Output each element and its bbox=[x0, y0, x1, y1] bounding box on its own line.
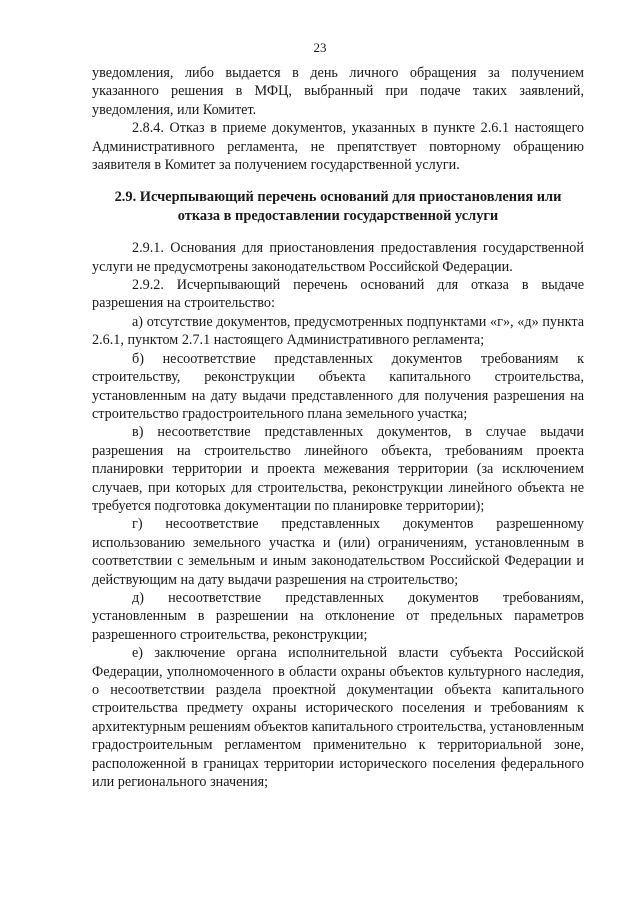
paragraph-2-8-4: 2.8.4. Отказ в приеме документов, указанных в пункте 2.6.1 настоящего Административного регламента, не препятствует повторному обращению заявителя в Комитет за получением государственной услуги. bbox=[92, 120, 584, 174]
list-item-g: г) несоответствие представленных документов разрешенному использованию земельного участка и (или) ограничениям, установленным в соответствии с земельным и иным законодательством Российской Федерации и действующим на дату выдачи разрешения на строительство; bbox=[92, 516, 584, 588]
document-body bbox=[92, 64, 584, 791]
list-item-a: а) отсутствие документов, предусмотренных подпунктами «г», «д» пункта 2.6.1, пунктом 2.7.1 настоящего Административного регламента; bbox=[92, 313, 584, 349]
paragraph-2-9-2: 2.9.2. Исчерпывающий перечень оснований для отказа в выдаче разрешения на строительство: bbox=[92, 277, 584, 312]
list-item-d: д) несоответствие представленных документов требованиям, установленным в разрешении на отклонение от предельных параметров разрешенного строительства, реконструкции; bbox=[92, 589, 584, 643]
list-item-e: е) заключение органа исполнительной власти субъекта Российской Федерации, уполномоченного в области охраны объектов культурного наследия, о несоответствии раздела проектной документации объекта капитального строительства предмету охраны исторического поселения и требованиям к архитектурным решениям объектов капитального строительства, установленным градостроительным регламентом применительно к территориальной зоне, расположенной в границах территории исторического поселения федерального или регионального значения; bbox=[92, 645, 584, 791]
paragraph-continuation: уведомления, либо выдается в день личного обращения за получением указанного решения в МФЦ, выбранный при подаче таких заявлений, уведомления, или Комитет. bbox=[92, 65, 584, 118]
list-item-v: в) несоответствие представленных документов, в случае выдачи разрешения на строительство линейного объекта, требованиям проекта планировки территории и проекта межевания территории (за исключением случаев, при которых для строительства, реконструкции линейного объекта не требуется подготовка документации по планировке территории); bbox=[92, 424, 584, 514]
page-number: 23 bbox=[313, 40, 327, 55]
section-heading-2-9: 2.9. Исчерпывающий перечень оснований для приостановления или отказа в предоставлении государственной услуги bbox=[114, 189, 562, 224]
paragraph-2-9-1: 2.9.1. Основания для приостановления предоставления государственной услуги не предусмотрены законодательством Российской Федерации. bbox=[92, 240, 584, 275]
list-item-b: б) несоответствие представленных документов требованиям к строительству, реконструкции объекта капитального строительства, установленным на дату выдачи представленного для получения разрешения на строительство градостроительного плана земельного участка; bbox=[92, 350, 584, 422]
